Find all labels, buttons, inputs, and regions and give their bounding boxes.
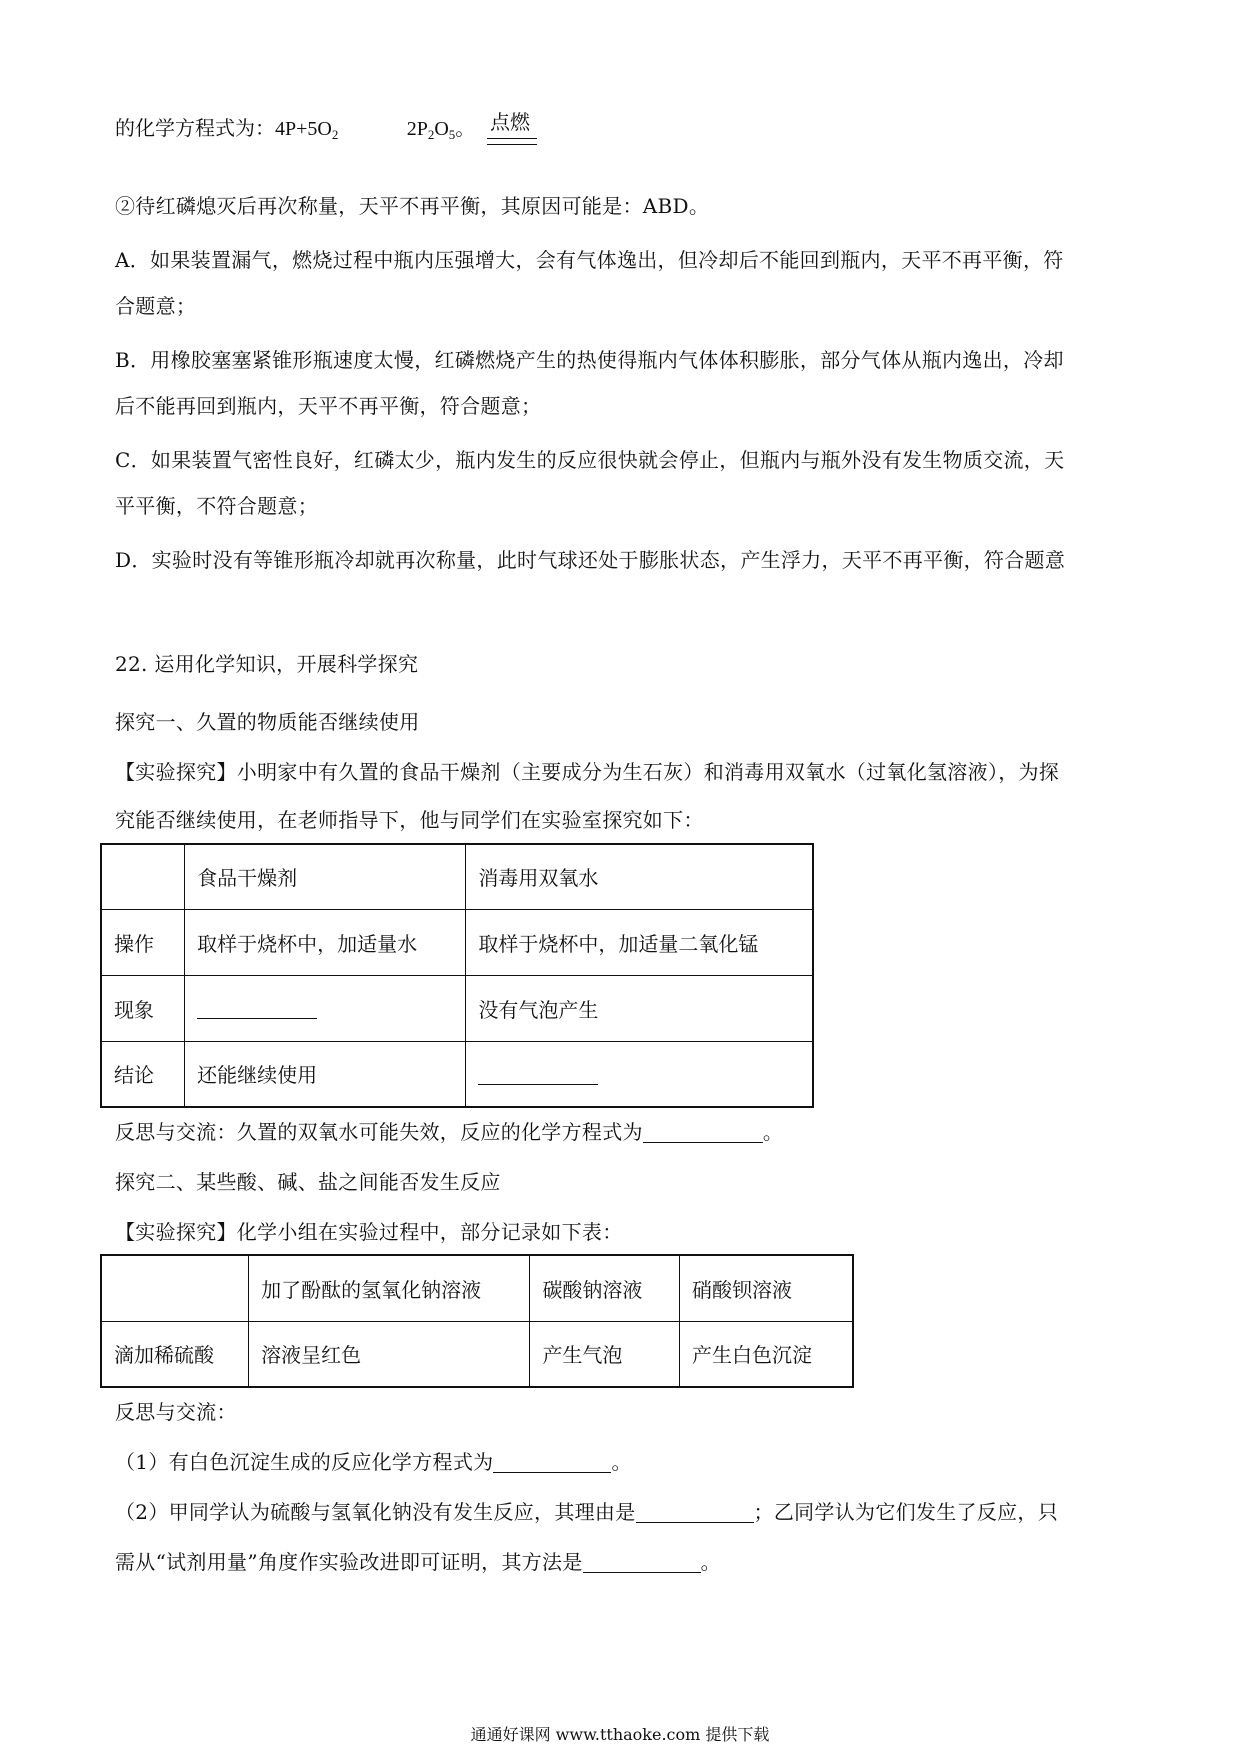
experiment-intro-line2: 究能否继续使用，在老师指导下，他与同学们在实验室探究如下： xyxy=(115,808,704,832)
equation-lhs: $4P+5O_2$ xyxy=(275,118,339,142)
page-footer: 通通好课网 www.tthaoke.com 提供下载 xyxy=(470,1725,770,1744)
reflection-two-heading: 反思与交流： xyxy=(115,1400,237,1424)
table-cell: 取样于烧杯中，加适量二氧化锰 xyxy=(466,909,813,975)
table-header-cell: 碳酸钠溶液 xyxy=(530,1255,680,1321)
answer-blank[interactable] xyxy=(583,1552,701,1573)
reaction-condition: 点燃 xyxy=(490,110,530,134)
answer-blank-cell[interactable] xyxy=(466,1041,813,1107)
question-22-title: 22. 运用化学知识，开展科学探究 xyxy=(115,652,419,676)
row-label: 滴加稀硫酸 xyxy=(101,1321,249,1387)
table-header-cell: 消毒用双氧水 xyxy=(466,844,813,909)
answer-blank[interactable] xyxy=(493,1452,611,1473)
option-c-line2: 平平衡，不符合题意； xyxy=(115,494,318,518)
answer-blank[interactable] xyxy=(478,1064,598,1085)
row-label: 操作 xyxy=(101,909,185,975)
option-b-line1: B．用橡胶塞塞紧锥形瓶速度太慢，红磷燃烧产生的热使得瓶内气体体积膨胀，部分气体从瓶内逸出，冷却 xyxy=(115,348,1064,372)
table-header-cell: 加了酚酞的氢氧化钠溶液 xyxy=(249,1255,530,1321)
equation-prefix: 的化学方程式为： xyxy=(115,116,275,140)
equation-double-line xyxy=(487,138,537,145)
option-d-line1: D．实验时没有等锥形瓶冷却就再次称量，此时气球还处于膨胀状态，产生浮力，天平不再平衡，符合题意 xyxy=(115,548,1066,572)
answer-blank[interactable] xyxy=(636,1502,754,1523)
reflection-one: 反思与交流：久置的双氧水可能失效，反应的化学方程式为 。 xyxy=(115,1120,784,1144)
experiment-two-intro: 【实验探究】化学小组在实验过程中，部分记录如下表： xyxy=(115,1220,623,1244)
answer-blank[interactable] xyxy=(643,1122,763,1143)
table-cell: 产生气泡 xyxy=(530,1321,680,1387)
table-cell xyxy=(101,1255,249,1321)
reflection-item-2-line2: 需从“试剂用量”角度作实验改进即可证明，其方法是 。 xyxy=(115,1550,721,1574)
paragraph-cause: ②待红磷熄灭后再次称量，天平不再平衡，其原因可能是：ABD。 xyxy=(115,194,710,218)
row-label: 结论 xyxy=(101,1041,185,1107)
table-cell: 还能继续使用 xyxy=(185,1041,466,1107)
option-c-line1: C．如果装置气密性良好，红磷太少，瓶内发生的反应很快就会停止，但瓶内与瓶外没有发生物质交流，天 xyxy=(115,448,1065,472)
table-explore-one xyxy=(100,843,814,1108)
table-cell: 取样于烧杯中，加适量水 xyxy=(185,909,466,975)
table-header-row xyxy=(101,1255,853,1321)
table-row xyxy=(101,909,813,975)
explore-two-heading: 探究二、某些酸、碱、盐之间能否发生反应 xyxy=(115,1170,501,1194)
equation-rhs: $2P_2O_5$ xyxy=(406,118,456,142)
table-header-row xyxy=(101,844,813,909)
option-b-line2: 后不能再回到瓶内，天平不再平衡，符合题意； xyxy=(115,394,542,418)
answer-blank-cell[interactable] xyxy=(185,975,466,1041)
reflection-item-2-line1: （2）甲同学认为硫酸与氢氧化钠没有发生反应，其理由是 ；乙同学认为它们发生了反应，只 xyxy=(115,1500,1059,1524)
equation-end: 。 xyxy=(455,116,476,140)
chemical-equation xyxy=(115,110,530,143)
reflection-item-1: （1）有白色沉淀生成的反应化学方程式为 。 xyxy=(115,1450,632,1474)
option-a-line1: A．如果装置漏气，燃烧过程中瓶内压强增大，会有气体逸出，但冷却后不能回到瓶内，天平不再平衡，符 xyxy=(115,248,1064,272)
table-row xyxy=(101,1321,853,1387)
table-header-cell: 食品干燥剂 xyxy=(185,844,466,909)
table-header-cell: 硝酸钡溶液 xyxy=(679,1255,853,1321)
table-row xyxy=(101,1041,813,1107)
table-cell xyxy=(101,844,185,909)
table-cell: 没有气泡产生 xyxy=(466,975,813,1041)
experiment-intro-line1: 【实验探究】小明家中有久置的食品干燥剂（主要成分为生石灰）和消毒用双氧水（过氧化氢溶液），为探 xyxy=(115,760,1060,784)
table-cell: 产生白色沉淀 xyxy=(679,1321,853,1387)
table-cell: 溶液呈红色 xyxy=(249,1321,530,1387)
option-a-line2: 合题意； xyxy=(115,294,197,318)
row-label: 现象 xyxy=(101,975,185,1041)
table-explore-two xyxy=(100,1254,854,1388)
answer-blank[interactable] xyxy=(197,998,317,1019)
explore-one-heading: 探究一、久置的物质能否继续使用 xyxy=(115,710,420,734)
table-row xyxy=(101,975,813,1041)
